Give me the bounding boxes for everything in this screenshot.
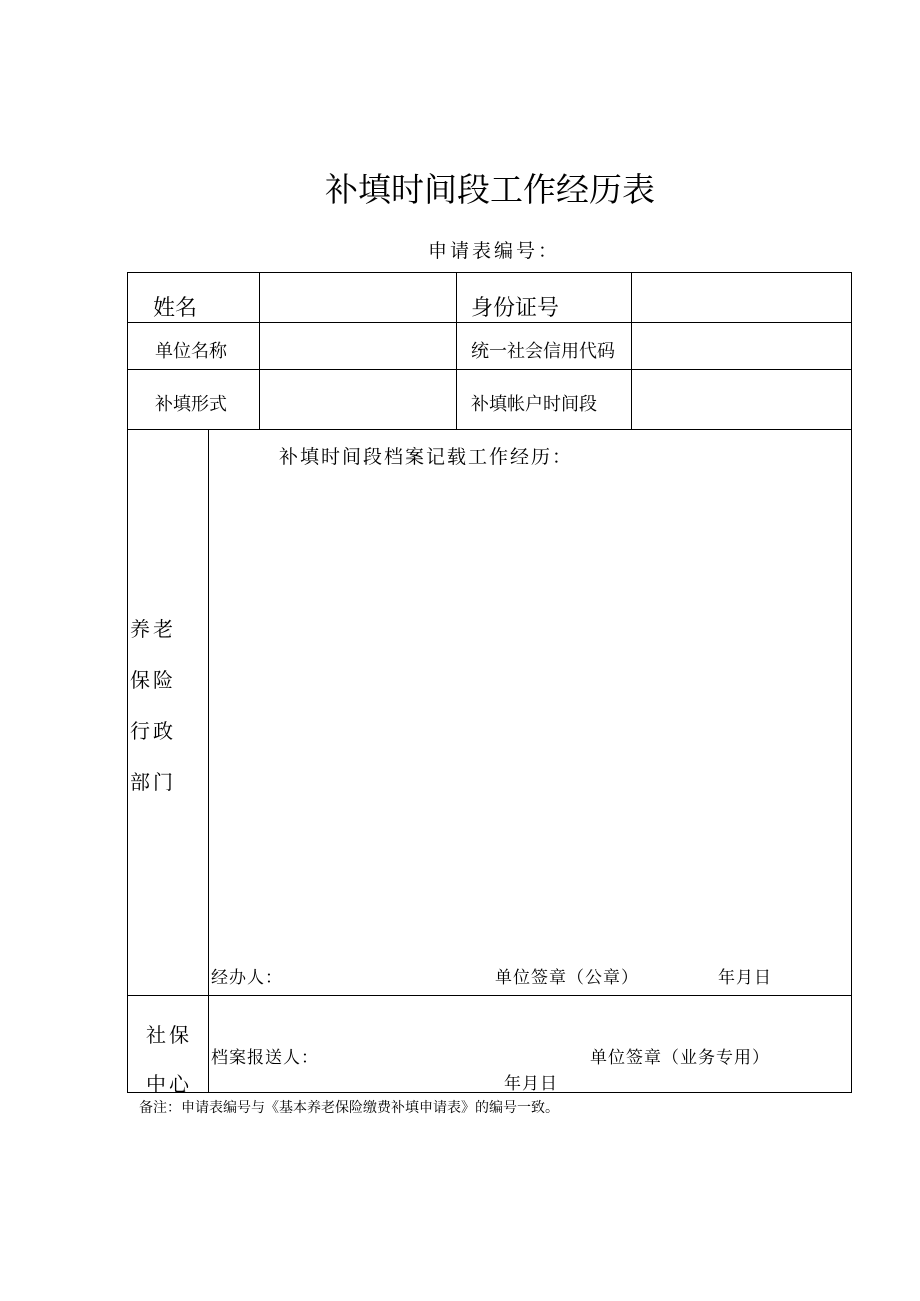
- unit-name-label: 单位名称: [155, 341, 227, 362]
- social-unit-seal-label: 单位签章（业务专用）: [590, 1048, 770, 1068]
- name-field[interactable]: [261, 274, 455, 321]
- credit-code-field[interactable]: [633, 324, 850, 368]
- pension-dept-side-label-1: 养老: [130, 617, 176, 641]
- account-period-field[interactable]: [633, 371, 850, 428]
- id-number-label: 身份证号: [471, 296, 560, 321]
- credit-code-label: 统一社会信用代码: [471, 341, 615, 362]
- social-date-label: 年月日: [504, 1074, 558, 1094]
- application-number-label: 申请表编号：: [428, 240, 561, 262]
- pension-date-label: 年月日: [718, 968, 772, 988]
- supplement-form-label: 补填形式: [155, 394, 227, 415]
- work-record-area[interactable]: [212, 475, 848, 955]
- pension-dept-side-label-4: 部门: [130, 770, 176, 794]
- id-number-field[interactable]: [633, 274, 850, 321]
- page-title: 补填时间段工作经历表: [325, 170, 655, 209]
- pension-dept-side-label-2: 保险: [130, 668, 176, 692]
- social-center-side-label-2: 中心: [146, 1072, 192, 1096]
- handler-label: 经办人：: [211, 968, 283, 988]
- pension-unit-seal-label: 单位签章（公章）: [495, 968, 639, 988]
- social-center-side-label-1: 社保: [146, 1023, 192, 1047]
- pension-dept-side-label-3: 行政: [130, 719, 176, 743]
- supplement-form-field[interactable]: [261, 371, 455, 428]
- unit-name-field[interactable]: [261, 324, 455, 368]
- work-record-label: 补填时间段档案记载工作经历：: [279, 446, 574, 468]
- name-label: 姓名: [153, 296, 198, 321]
- account-period-label: 补填帐户时间段: [471, 394, 597, 415]
- footnote: 备注：申请表编号与《基本养老保险缴费补填申请表》的编号一致。: [139, 1100, 559, 1116]
- archive-sender-label: 档案报送人：: [211, 1048, 319, 1068]
